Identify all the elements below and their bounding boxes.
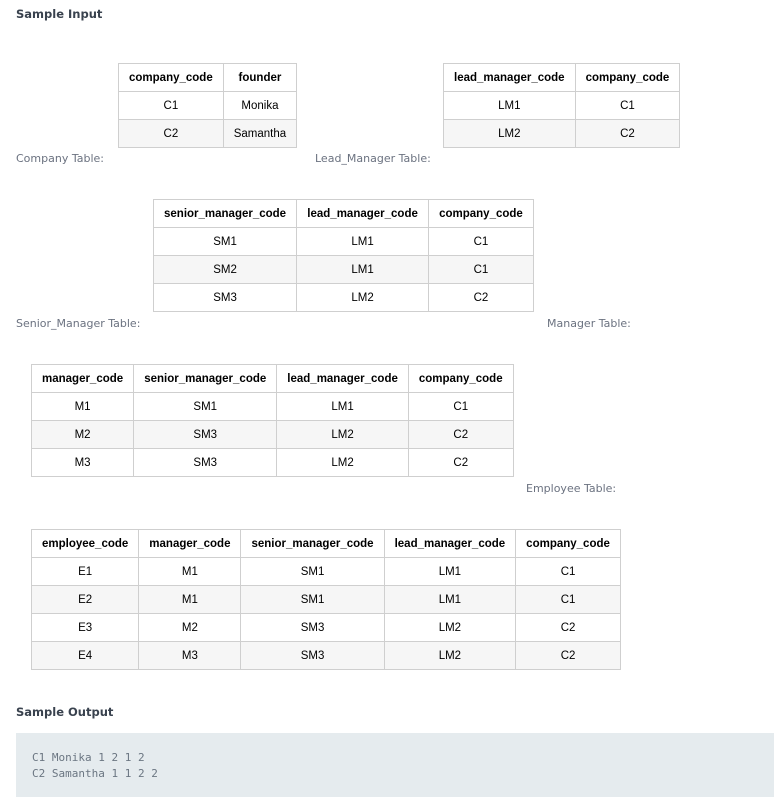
table-cell: C1 (575, 92, 680, 120)
table-cell: C2 (429, 284, 534, 312)
table-row (154, 228, 534, 256)
output-line: C2 Samantha 1 1 2 2 (32, 767, 158, 780)
column-header: senior_manager_code (241, 530, 384, 558)
manager-table (31, 364, 514, 477)
output-line: C1 Monika 1 2 1 2 (32, 751, 145, 764)
table-cell: SM2 (154, 256, 297, 284)
company-table (118, 63, 297, 148)
table-row (119, 120, 297, 148)
table-cell: M3 (139, 642, 241, 670)
table-cell: LM2 (384, 642, 516, 670)
table-cell: C2 (408, 449, 513, 477)
column-header: lead_manager_code (277, 365, 409, 393)
column-header: company_code (119, 64, 224, 92)
table-cell: M2 (32, 421, 134, 449)
table-cell: M3 (32, 449, 134, 477)
table-cell: SM3 (241, 614, 384, 642)
table-cell: C2 (575, 120, 680, 148)
column-header: manager_code (139, 530, 241, 558)
senior-manager-table (153, 199, 534, 312)
column-header: senior_manager_code (154, 200, 297, 228)
table-row (32, 642, 621, 670)
table-cell: E4 (32, 642, 139, 670)
header-row (119, 64, 297, 92)
table-cell: C1 (429, 228, 534, 256)
table-cell: LM1 (384, 558, 516, 586)
table-cell: SM3 (134, 421, 277, 449)
sample-output-heading: Sample Output (16, 705, 114, 719)
table-cell: C2 (408, 421, 513, 449)
table-cell: C2 (516, 614, 621, 642)
manager-table-caption: Manager Table: (547, 317, 631, 330)
table-cell: LM2 (384, 614, 516, 642)
table-cell: M2 (139, 614, 241, 642)
table-cell: SM3 (154, 284, 297, 312)
table-cell: LM2 (444, 120, 576, 148)
table-cell: LM2 (277, 449, 409, 477)
table-row (154, 256, 534, 284)
column-header: senior_manager_code (134, 365, 277, 393)
employee-table-caption: Employee Table: (526, 482, 617, 495)
table-cell: E3 (32, 614, 139, 642)
table-cell: LM1 (277, 393, 409, 421)
table-cell: C1 (408, 393, 513, 421)
table-cell: C2 (119, 120, 224, 148)
table-row (154, 284, 534, 312)
table-cell: SM1 (241, 558, 384, 586)
table-cell: C1 (429, 256, 534, 284)
table-cell: LM1 (297, 256, 429, 284)
table-row (32, 586, 621, 614)
header-row (154, 200, 534, 228)
table-row (32, 421, 514, 449)
header-row (444, 64, 680, 92)
column-header: founder (223, 64, 296, 92)
employee-table (31, 529, 621, 670)
table-cell: SM1 (134, 393, 277, 421)
senior-manager-table-caption: Senior_Manager Table: (16, 317, 141, 330)
table-cell: E1 (32, 558, 139, 586)
column-header: company_code (429, 200, 534, 228)
table-cell: SM3 (134, 449, 277, 477)
table-cell: LM2 (277, 421, 409, 449)
table-cell: M1 (32, 393, 134, 421)
column-header: lead_manager_code (297, 200, 429, 228)
company-table-caption: Company Table: (16, 152, 104, 165)
table-cell: LM1 (384, 586, 516, 614)
table-row (119, 92, 297, 120)
table-cell: SM1 (241, 586, 384, 614)
table-cell: C2 (516, 642, 621, 670)
lead-manager-table-caption: Lead_Manager Table: (315, 152, 431, 165)
column-header: company_code (516, 530, 621, 558)
table-cell: C1 (516, 558, 621, 586)
table-cell: C1 (119, 92, 224, 120)
lead-manager-table (443, 63, 680, 148)
table-cell: SM3 (241, 642, 384, 670)
column-header: employee_code (32, 530, 139, 558)
column-header: company_code (408, 365, 513, 393)
header-row (32, 530, 621, 558)
column-header: manager_code (32, 365, 134, 393)
sample-input-heading: Sample Input (16, 7, 103, 21)
column-header: lead_manager_code (384, 530, 516, 558)
table-row (444, 120, 680, 148)
header-row (32, 365, 514, 393)
column-header: lead_manager_code (444, 64, 576, 92)
column-header: company_code (575, 64, 680, 92)
table-cell: M1 (139, 558, 241, 586)
table-cell: M1 (139, 586, 241, 614)
table-row (444, 92, 680, 120)
table-cell: Monika (223, 92, 296, 120)
table-cell: C1 (516, 586, 621, 614)
table-cell: LM1 (444, 92, 576, 120)
table-row (32, 558, 621, 586)
table-cell: E2 (32, 586, 139, 614)
table-row (32, 393, 514, 421)
table-cell: LM1 (297, 228, 429, 256)
table-row (32, 449, 514, 477)
table-cell: SM1 (154, 228, 297, 256)
table-cell: Samantha (223, 120, 296, 148)
sample-output-box (16, 733, 774, 797)
table-cell: LM2 (297, 284, 429, 312)
table-row (32, 614, 621, 642)
